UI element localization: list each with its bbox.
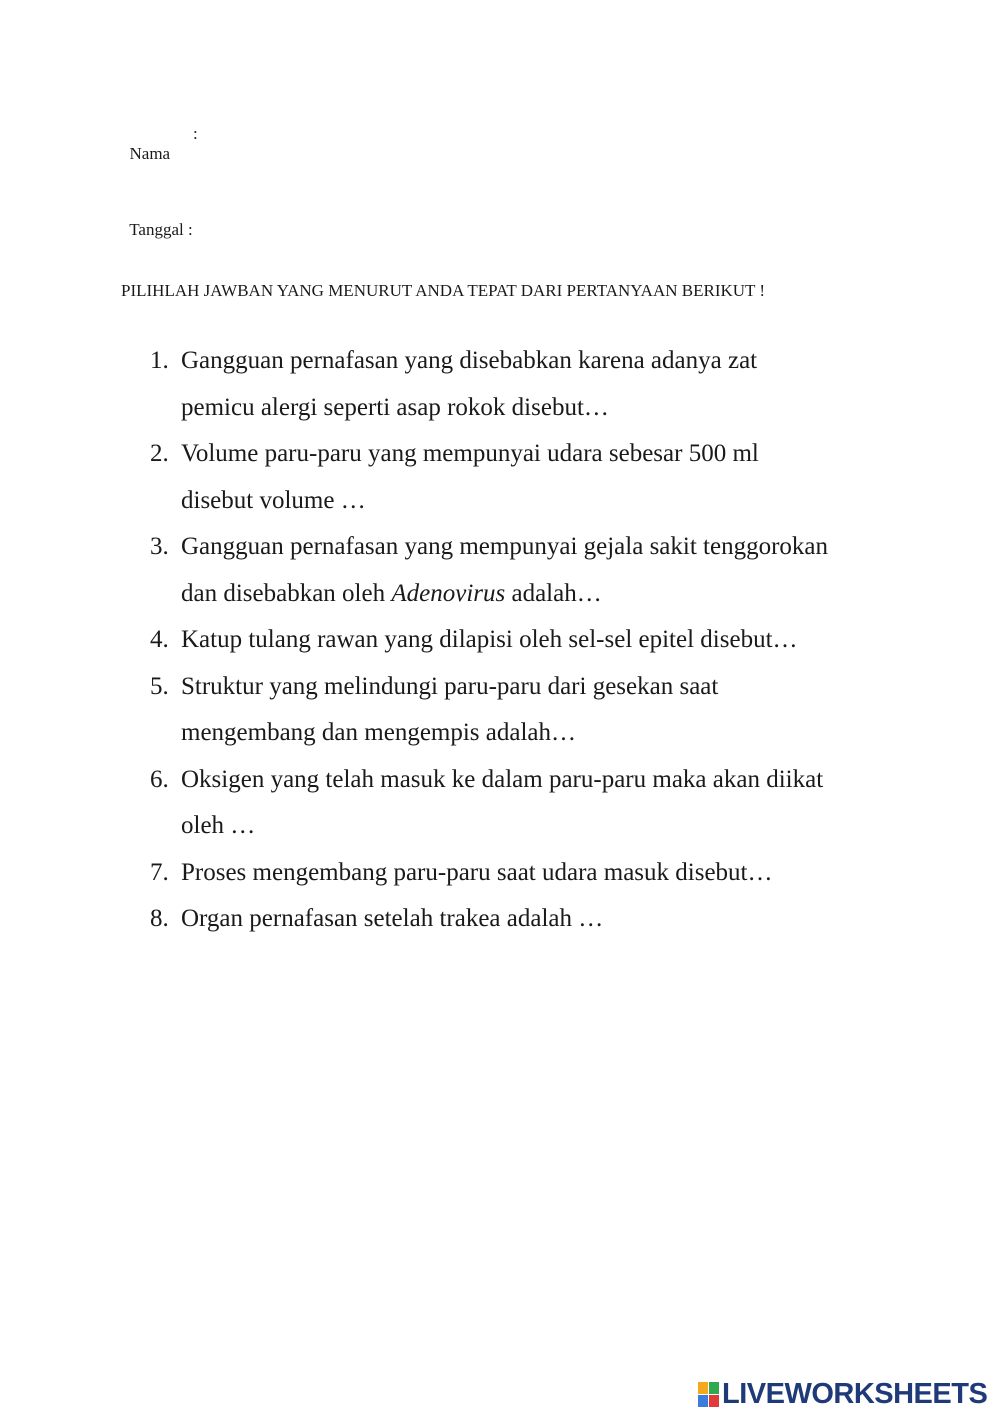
question-item <box>150 524 890 617</box>
logo-text: LIVEWORKSHEETS <box>722 1377 988 1410</box>
liveworksheets-logo <box>698 1378 987 1410</box>
question-item <box>150 757 890 850</box>
name-colon: : <box>193 124 198 143</box>
question-item <box>150 850 890 897</box>
question-number: 5. <box>150 672 169 700</box>
question-item <box>150 431 890 524</box>
question-number: 4. <box>150 626 169 653</box>
logo-mark-cell <box>709 1395 719 1407</box>
question-text: disebut volume … <box>181 486 366 514</box>
question-number: 2. <box>150 440 169 467</box>
question-text: Struktur yang melindungi paru-paru dari gesekan saat <box>181 672 719 700</box>
question-text: pemicu alergi seperti asap rokok disebut… <box>181 393 609 421</box>
question-item <box>150 338 890 431</box>
question-number: 6. <box>150 765 169 793</box>
question-text-suffix: adalah… <box>505 579 602 607</box>
question-list <box>150 338 890 943</box>
question-text-prefix: dan disebabkan oleh <box>181 579 392 607</box>
question-item <box>150 617 890 664</box>
question-text: Katup tulang rawan yang dilapisi oleh sel-sel epitel disebut… <box>181 626 798 653</box>
instruction-text: PILIHLAH JAWBAN YANG MENURUT ANDA TEPAT DARI PERTANYAAN BERIKUT ! <box>121 281 766 300</box>
question-number: 1. <box>150 347 169 374</box>
logo-mark-cell <box>698 1395 708 1407</box>
question-item <box>150 664 890 757</box>
logo-mark-cell <box>698 1382 708 1394</box>
date-field <box>121 200 193 240</box>
date-label: Tanggal : <box>129 220 193 239</box>
name-label: Nama <box>129 144 171 163</box>
question-text: Oksigen yang telah masuk ke dalam paru-paru maka akan diikat <box>181 765 824 793</box>
question-number: 8. <box>150 905 169 932</box>
question-number: 7. <box>150 858 169 886</box>
name-field <box>121 124 198 184</box>
question-text: Gangguan pernafasan yang disebabkan karena adanya zat <box>181 347 758 374</box>
question-text: Organ pernafasan setelah trakea adalah … <box>181 905 604 932</box>
question-text: mengembang dan mengempis adalah… <box>181 719 577 746</box>
logo-mark-cell <box>709 1382 719 1394</box>
question-text: oleh … <box>181 812 256 839</box>
question-text: Proses mengembang paru-paru saat udara masuk disebut… <box>181 858 773 886</box>
liveworksheets-icon <box>698 1382 719 1407</box>
question-text: Gangguan pernafasan yang mempunyai gejala sakit tenggorokan <box>181 533 828 560</box>
question-text <box>181 571 890 618</box>
question-text-italic: Adenovirus <box>391 579 506 607</box>
question-item <box>150 896 890 943</box>
question-text: Volume paru-paru yang mempunyai udara sebesar 500 ml <box>181 440 759 467</box>
question-number: 3. <box>150 533 169 560</box>
